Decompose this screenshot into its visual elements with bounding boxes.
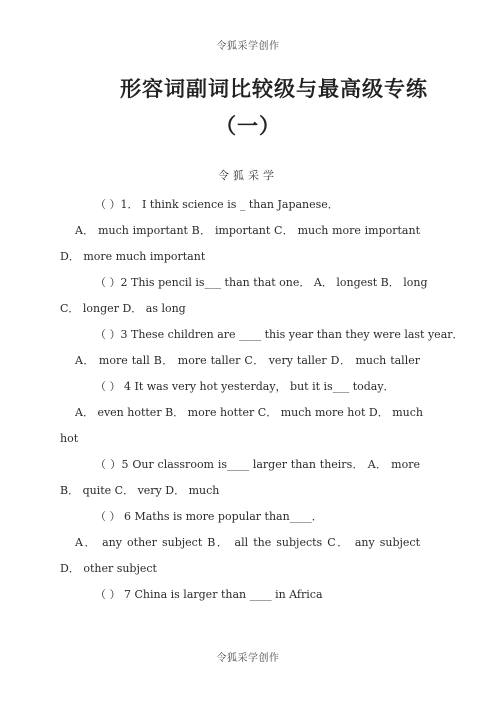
- question-6-options: A． any other subject B． all the subjects C． any subject: [75, 536, 420, 549]
- question-5-options-cont: B． quite C． very D． much: [60, 484, 220, 497]
- question-2: （ ）2 This pencil is___ than that one． A． longest B． long: [95, 276, 428, 289]
- running-header: 令狐采学创作: [216, 41, 280, 52]
- question-3: （ ）3 These children are ____ this year than they were last year．: [95, 328, 464, 341]
- question-4-options-cont: hot: [60, 432, 79, 445]
- question-7: （ ） 7 China is larger than ____ in Africa: [95, 588, 323, 601]
- question-6-options-cont: D． other subject: [60, 562, 157, 575]
- title-line-2: （一）: [215, 114, 281, 138]
- question-1: （ ）1． I think science is _ than Japanese．: [95, 198, 339, 211]
- question-4-options: A． even hotter B． more hotter C． much more hot D． much: [75, 406, 423, 419]
- author-line: 令狐采学: [218, 169, 278, 182]
- question-2-options-cont: C． longer D． as long: [60, 302, 186, 315]
- question-5: （ ）5 Our classroom is____ larger than theirs． A． more: [95, 458, 420, 471]
- running-footer: 令狐采学创作: [216, 653, 280, 664]
- question-1-options-cont: D． more much important: [60, 250, 206, 263]
- exercise-body: [60, 192, 464, 608]
- question-1-options: A． much important B． important C． much more important: [75, 224, 420, 237]
- title-line-1: 形容词副词比较级与最高级专练: [120, 77, 428, 101]
- question-3-options: A． more tall B． more taller C． very taller D． much taller: [75, 354, 420, 367]
- question-4: （ ） 4 It was very hot yesterday， but it is___ today．: [95, 380, 395, 393]
- question-6: （ ） 6 Maths is more popular than____．: [95, 510, 323, 523]
